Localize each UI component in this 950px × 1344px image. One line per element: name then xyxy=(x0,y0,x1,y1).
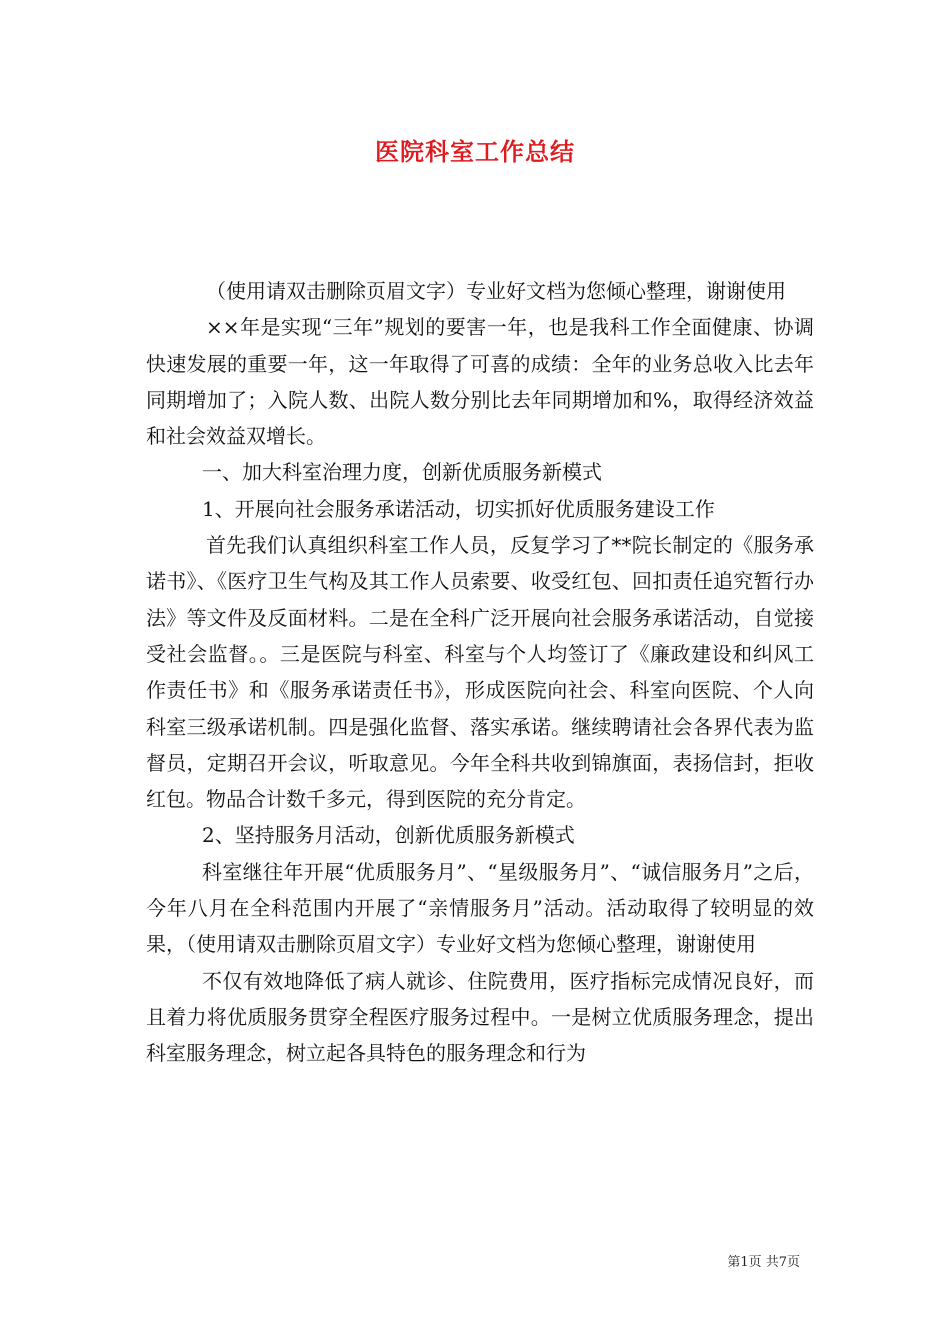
paragraph-intro: ××年是实现“三年”规划的要害一年，也是我科工作全面健康、协调快速发展的重要一年，这一年取得了可喜的成绩：全年的业务总收入比去年同期增加了；入院人数、出院人数分别比去年同期增加和%，取得经济效益和社会效益双增长。 xyxy=(146,315,814,449)
subsection-heading-2: 2、坚持服务月活动，创新优质服务新模式 xyxy=(202,823,575,848)
paragraph-header-note: （使用请双击删除页眉文字）专业好文档为您倾心整理，谢谢使用 xyxy=(206,279,786,303)
document-body xyxy=(146,273,814,1072)
paragraph-service-month: 科室继往年开展“优质服务月”、“星级服务月”、“诚信服务月”之后，今年八月在全科范围内开展了“亲情服务月”活动。活动取得了较明显的效果，（使用请双击删除页眉文字）专业好文档为您倾心整理，谢谢使用 xyxy=(146,859,814,957)
paragraph-quality-service: 不仅有效地降低了病人就诊、住院费用，医疗指标完成情况良好，而且着力将优质服务贯穿全程医疗服务过程中。一是树立优质服务理念，提出科室服务理念，树立起各具特色的服务理念和行为 xyxy=(146,968,814,1066)
subsection-heading-1: 1、开展向社会服务承诺活动，切实抓好优质服务建设工作 xyxy=(202,496,715,521)
page-number: 第1页 共7页 xyxy=(727,1255,800,1270)
section-heading-1: 一、加大科室治理力度，创新优质服务新模式 xyxy=(202,460,602,485)
document-title: 医院科室工作总结 xyxy=(375,137,575,166)
paragraph-service-commitment: 首先我们认真组织科室工作人员，反复学习了**院长制定的《服务承诺书》、《医疗卫生气构及其工作人员索要、收受红包、回扣责任追究暂行办法》等文件及反面材料。二是在全科广泛开展向社会服务承诺活动，自觉接受社会监督。。三是医院与科室、科室与个人均签订了《廉政建设和纠风工作责任书》和《服务承诺责任书》，形成医院向社会、科室向医院、个人向科室三级承诺机制。四是强化监督、落实承诺。继续聘请社会各界代表为监督员，定期召开会议，听取意见。今年全科共收到锦旗面，表扬信封，拒收红包。物品合计数千多元，得到医院的充分肯定。 xyxy=(146,533,814,812)
